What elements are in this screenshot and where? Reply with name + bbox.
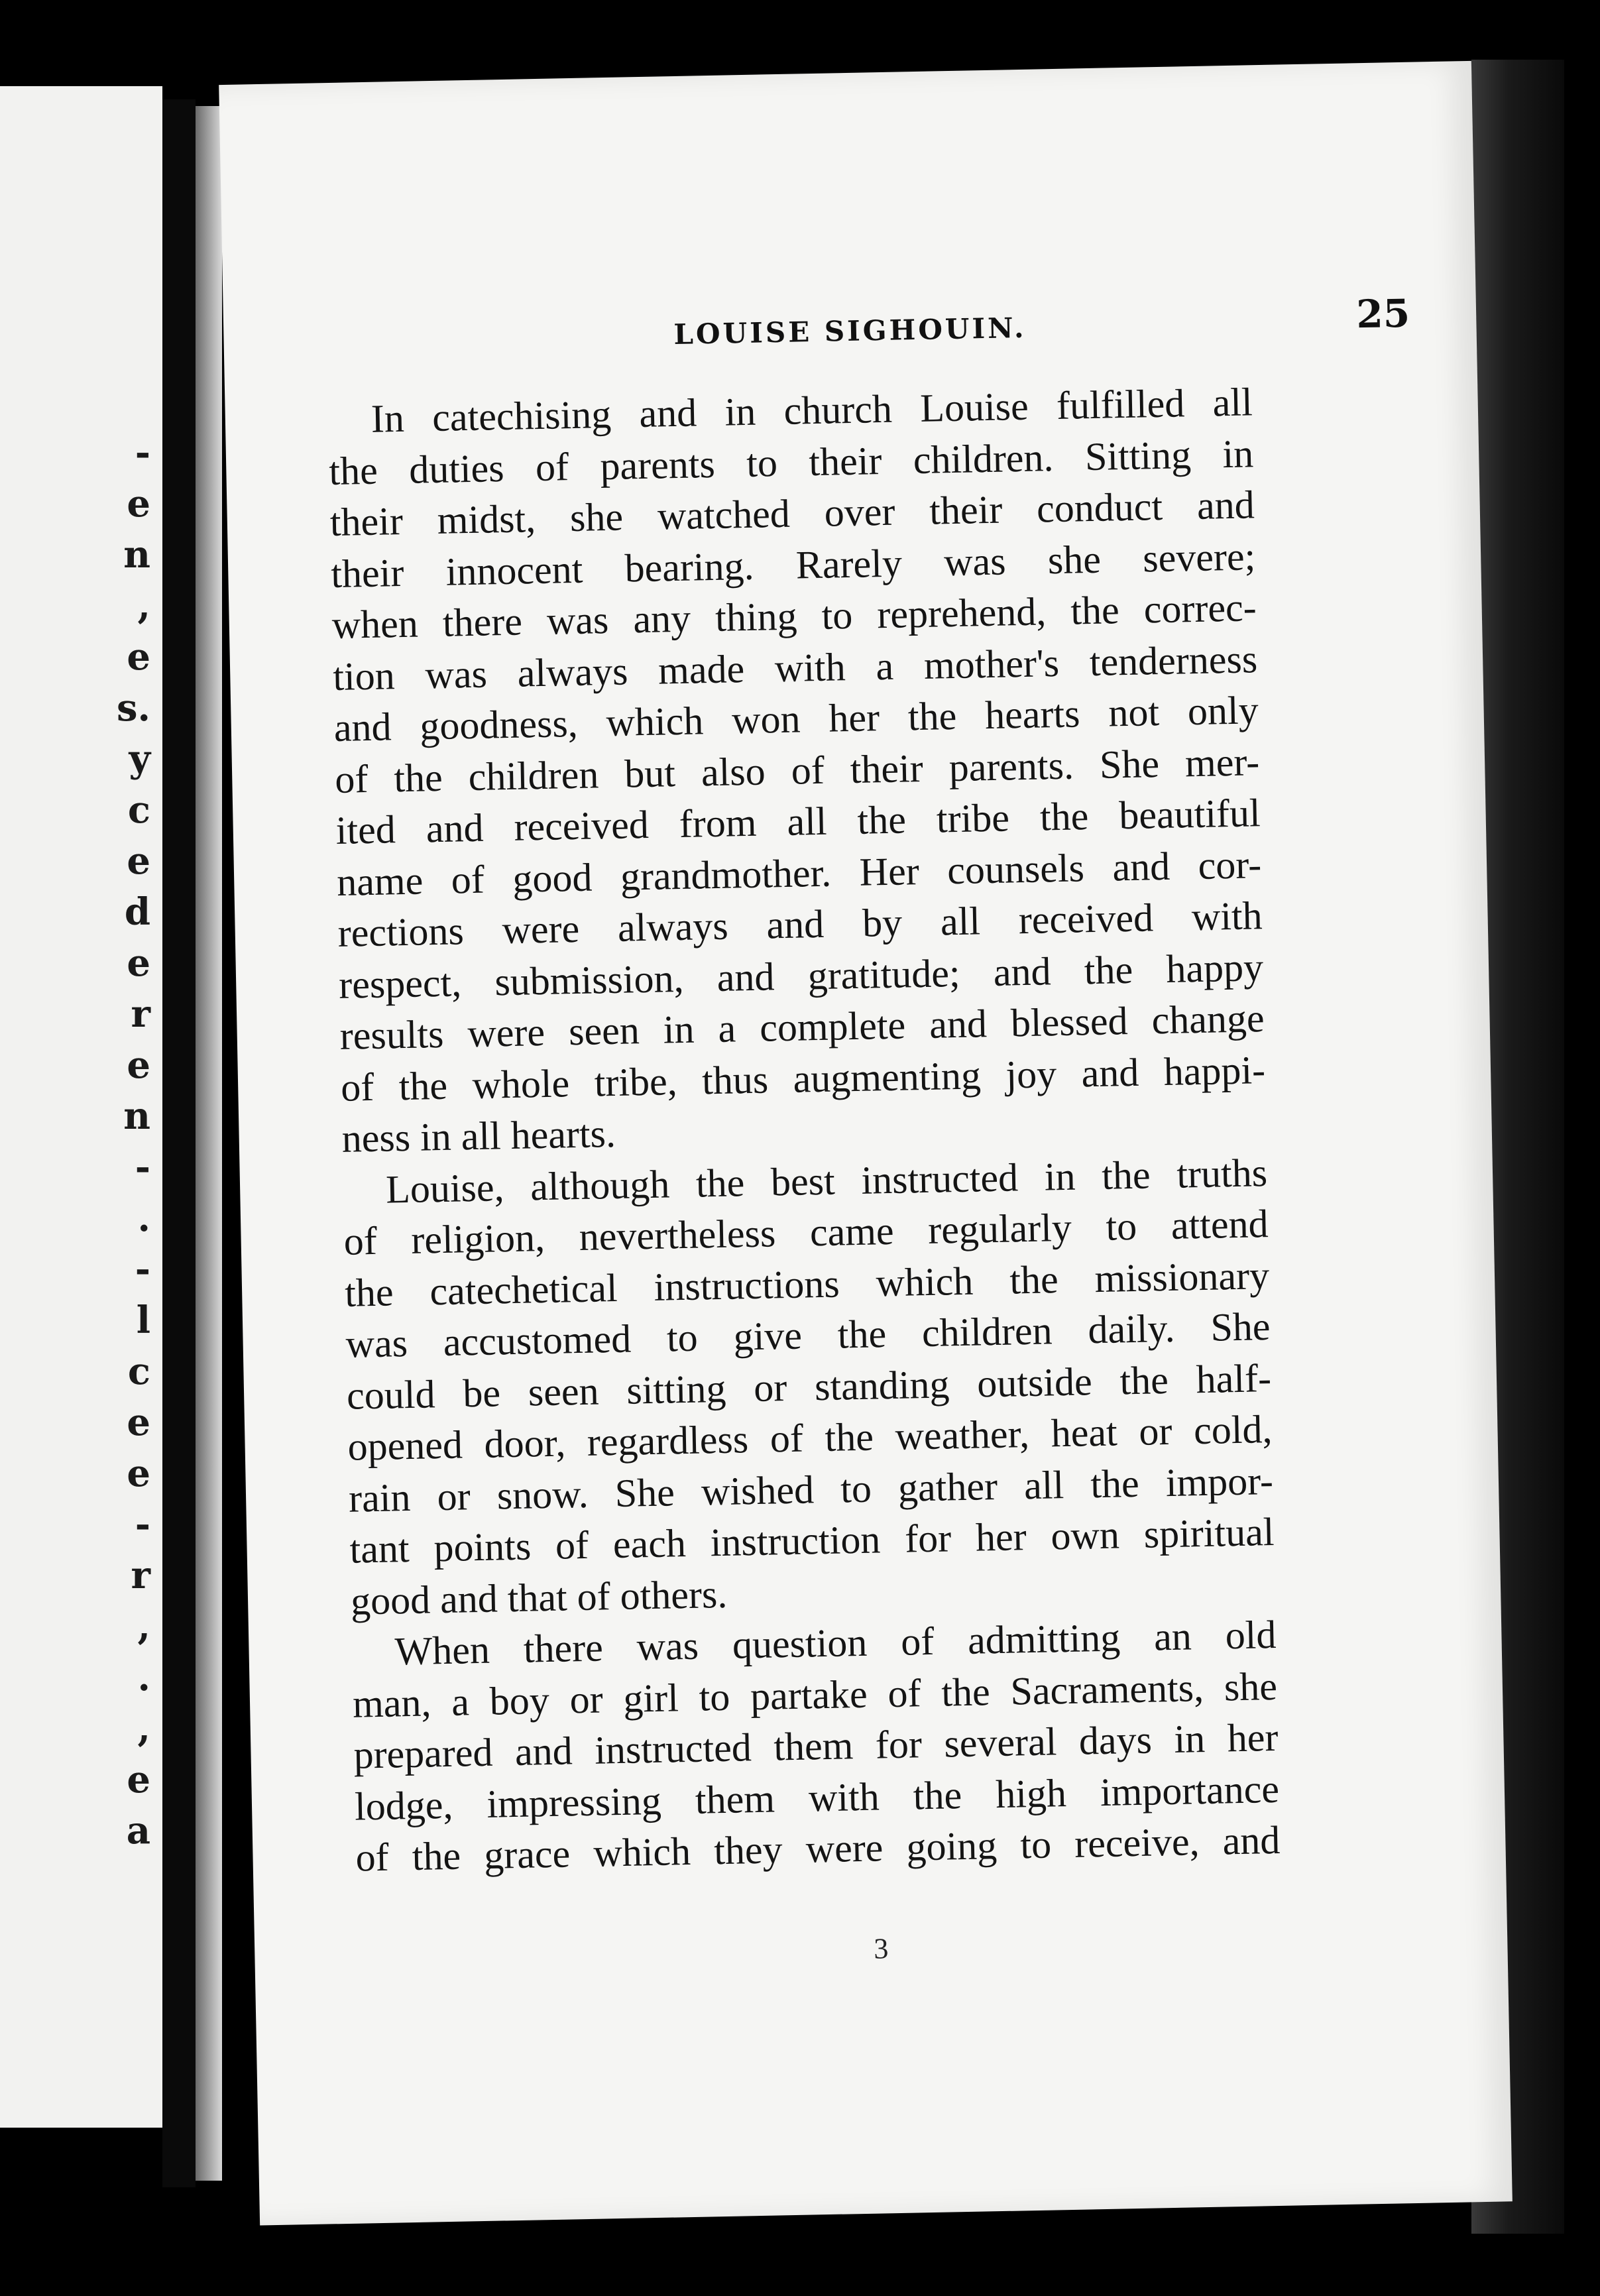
text-line: When there was question of admitting an old (394, 1612, 1277, 1674)
left-page-fragment: r (131, 1554, 150, 1597)
text-line: the catechetical instructions which the missionary (344, 1253, 1270, 1315)
gutter-shadow (196, 106, 222, 2181)
book-gutter (162, 99, 196, 2187)
text-line: name of good grandmother. Her counsels and cor- (336, 842, 1262, 904)
left-page-fragment: a (126, 1809, 150, 1853)
left-page-text-fragments (0, 86, 162, 2128)
text-line: of the grace which they were going to receive, and (355, 1817, 1281, 1880)
text-line: opened door, regardless of the weather, heat or cold, (347, 1407, 1273, 1469)
left-page-fragment: . (137, 1196, 150, 1240)
left-page-fragment: y (129, 737, 150, 781)
paragraph (342, 1147, 1275, 1627)
left-page-fragment: s. (116, 686, 150, 730)
left-facing-page (0, 86, 162, 2128)
left-page-fragment: e (127, 839, 150, 883)
text-line: their innocent bearing. Rarely was she severe; (330, 534, 1256, 596)
left-page-fragment: , (137, 1707, 150, 1751)
text-line: of religion, nevertheless came regularly to attend (343, 1202, 1269, 1263)
left-page-fragment: - (135, 431, 150, 475)
left-page-fragment: , (137, 584, 150, 628)
text-line: tion was always made with a mother's tenderness (332, 636, 1258, 699)
text-line: ited and received from all the tribe the beautiful (335, 791, 1261, 852)
text-line: In catechising and in church Louise fulfilled all (371, 380, 1253, 441)
left-page-fragment: n (123, 1094, 150, 1138)
left-page-fragment: c (127, 788, 150, 832)
text-line: was accustomed to give the children daily. She (345, 1304, 1271, 1366)
text-line: their midst, she watched over their conduct and (329, 483, 1255, 545)
body-text (327, 376, 1281, 1884)
text-line: man, a boy or girl to partake of the Sacraments, she (352, 1664, 1278, 1726)
signature-mark: 3 (873, 1932, 889, 1965)
text-line: results were seen in a complete and blessed change (339, 996, 1265, 1058)
text-line: of the children but also of their parents. She mer- (334, 739, 1260, 801)
paragraph (351, 1609, 1281, 1884)
left-page-fragment: e (127, 941, 150, 985)
text-line: could be seen sitting or standing outside the half- (346, 1355, 1272, 1418)
page-number: 25 (1355, 290, 1410, 337)
text-line: good and that of others. (350, 1572, 728, 1623)
left-page-fragment: r (131, 992, 150, 1036)
text-line: tant points of each instruction for her own spiritual (349, 1509, 1275, 1572)
left-page-fragment: . (137, 1656, 150, 1699)
text-line: Louise, although the best instructed in the truths (385, 1150, 1268, 1212)
left-page-fragment: e (127, 1401, 150, 1444)
right-page (219, 61, 1513, 2226)
left-page-fragment: l (136, 1298, 150, 1342)
left-page-fragment: , (137, 1605, 150, 1648)
text-line: and goodness, which won her the hearts not only (333, 688, 1259, 750)
running-head: LOUISE SIGHOUIN. (673, 311, 1027, 351)
left-page-fragment: e (127, 1758, 150, 1802)
text-line: rections were always and by all received with (337, 893, 1263, 955)
text-line: rain or snow. She wished to gather all the impor- (348, 1458, 1274, 1521)
left-page-fragment: - (135, 1145, 150, 1189)
text-line: the duties of parents to their children. Sitting in (328, 431, 1254, 493)
left-page-fragment: d (124, 890, 150, 934)
left-page-fragment: - (135, 1503, 150, 1546)
left-page-fragment: c (127, 1349, 150, 1393)
left-page-fragment: e (127, 635, 150, 679)
left-page-fragment: - (135, 1247, 150, 1291)
paragraph (327, 376, 1267, 1165)
left-page-fragment: e (127, 482, 150, 526)
text-line: ness in all hearts. (341, 1111, 616, 1161)
text-line: when there was any thing to reprehend, the correc- (331, 585, 1257, 648)
text-line: lodge, impressing them with the high importance (354, 1766, 1280, 1829)
left-page-fragment: e (127, 1043, 150, 1087)
text-line: respect, submission, and gratitude; and the happy (338, 945, 1264, 1007)
text-line: prepared and instructed them for several days in her (353, 1715, 1279, 1777)
left-page-fragment: e (127, 1452, 150, 1495)
left-page-fragment: n (123, 533, 150, 577)
text-line: of the whole tribe, thus augmenting joy and happi- (340, 1047, 1266, 1110)
